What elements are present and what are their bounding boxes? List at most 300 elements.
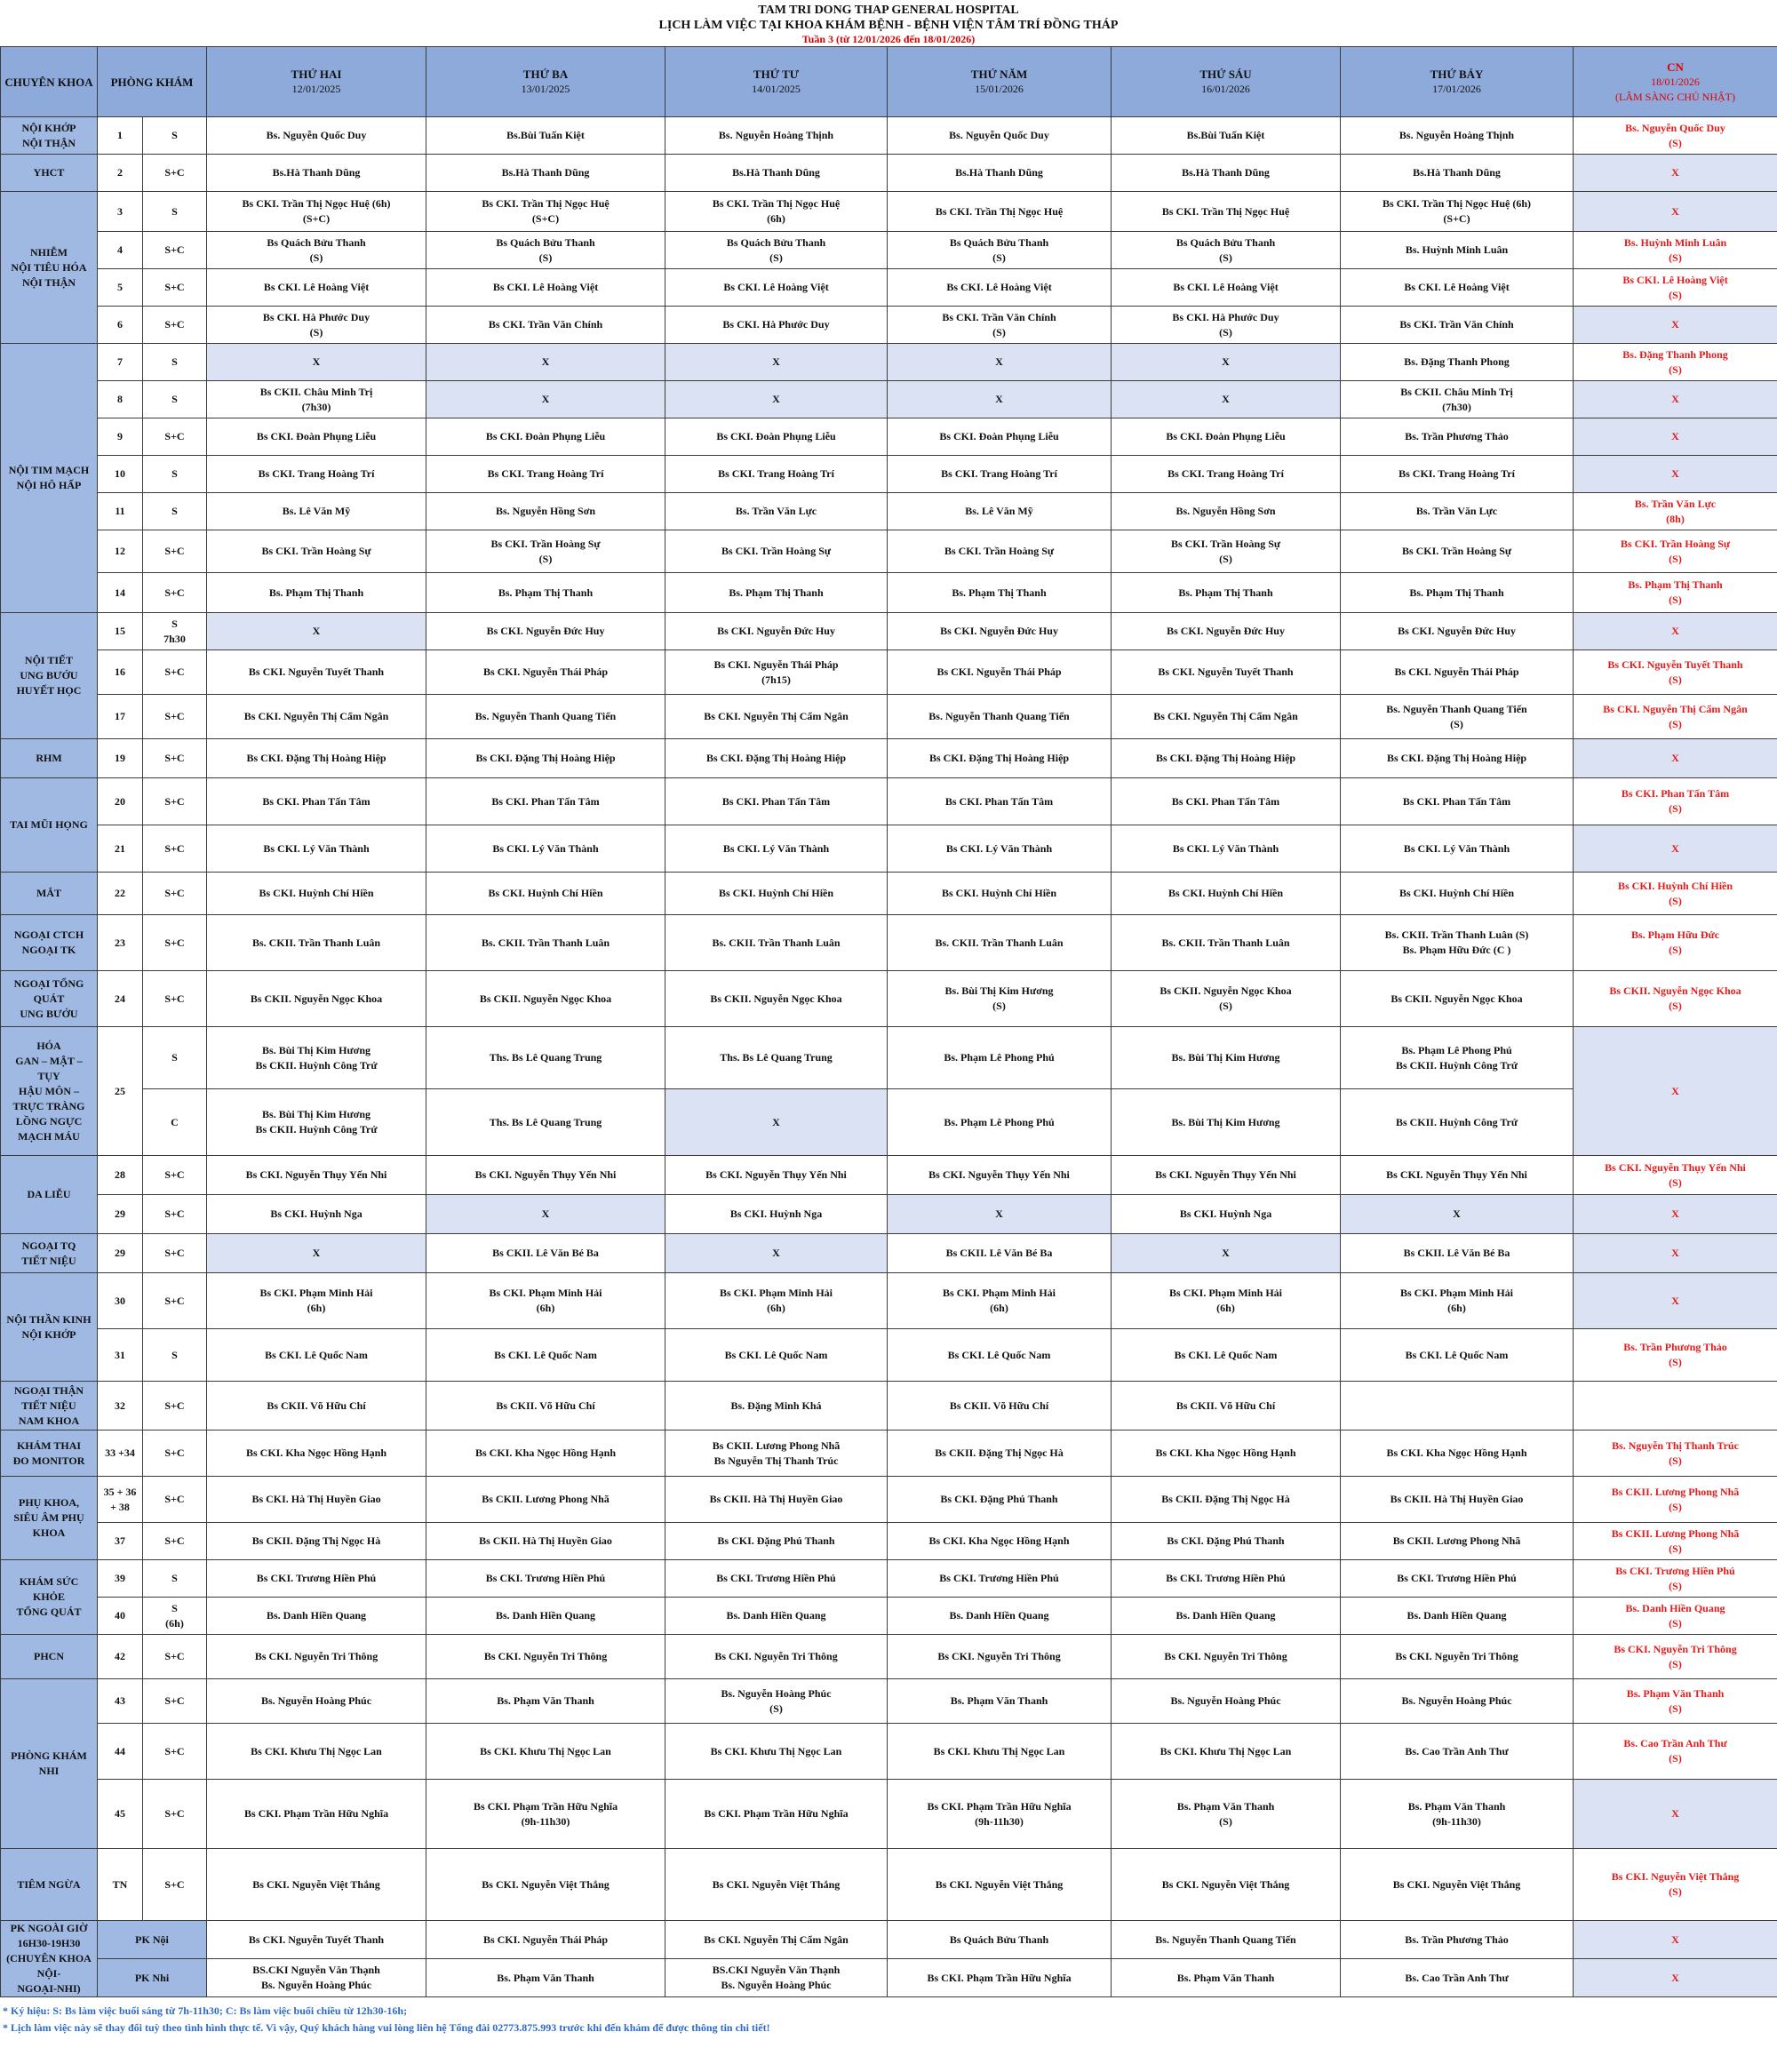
doctor-cell: Bs CKI. Phạm Trần Hữu Nghĩa: [207, 1780, 426, 1849]
doctor-cell: Bs.Bùi Tuấn Kiệt: [426, 117, 665, 155]
col-day-tue: THỨ BA 13/01/2025: [426, 47, 665, 117]
doctor-cell: X: [665, 1089, 888, 1156]
doctor-cell: Bs CKI. Nguyễn Tri Thông: [426, 1635, 665, 1679]
doctor-cell: Bs CKI. Nguyễn Tuyết Thanh: [207, 650, 426, 695]
doctor-cell: Bs CKI. Trương Hiền Phú: [1112, 1560, 1341, 1598]
table-row: [1, 1635, 1777, 1679]
doctor-cell: Bs CKI. Lê Quốc Nam: [426, 1329, 665, 1382]
doctor-cell: X: [426, 381, 665, 418]
doctor-cell: Bs. Nguyễn Quốc Duy: [207, 117, 426, 155]
table-row: [1, 873, 1777, 915]
specialty-cell: NHIỄM NỘI TIÊU HÓA NỘI THẬN: [1, 192, 98, 344]
doctor-cell: Bs CKII. Nguyễn Ngọc Khoa: [207, 971, 426, 1027]
session-cell: S+C: [143, 739, 207, 778]
doctor-cell: Bs CKI. Nguyễn Thụy Yến Nhi: [207, 1156, 426, 1195]
doctor-cell: Bs Quách Bửu Thanh (S): [1112, 232, 1341, 269]
room-number-cell: 14: [98, 573, 143, 613]
doctor-cell: Bs. Nguyễn Thanh Quang Tiến (S): [1341, 695, 1574, 739]
doctor-cell: Bs CKI. Khưu Thị Ngọc Lan: [1112, 1724, 1341, 1780]
doctor-cell: Bs. Cao Trần Anh Thư: [1341, 1959, 1574, 1997]
specialty-cell: TAI MŨI HỌNG: [1, 778, 98, 873]
doctor-cell: Bs CKI. Phạm Minh Hải (6h): [207, 1273, 426, 1329]
doctor-cell: Bs Quách Bửu Thanh (S): [426, 232, 665, 269]
doctor-cell: Bs. Nguyễn Thị Thanh Trúc (S): [1574, 1430, 1777, 1477]
doctor-cell: Bs CKII. Lê Văn Bé Ba: [1341, 1234, 1574, 1273]
doctor-cell: X: [1574, 1027, 1777, 1156]
doctor-cell: X: [1574, 381, 1777, 418]
session-cell: S+C: [143, 1477, 207, 1523]
doctor-cell: Bs CKI. Nguyễn Việt Thắng: [207, 1849, 426, 1921]
doctor-cell: Bs. Trần Văn Lực (8h): [1574, 493, 1777, 530]
doctor-cell: X: [207, 344, 426, 381]
session-cell: S+C: [143, 1273, 207, 1329]
doctor-cell: Bs CKI. Nguyễn Việt Thắng (S): [1574, 1849, 1777, 1921]
doctor-cell: Bs CKI. Đặng Phú Thanh: [888, 1477, 1112, 1523]
specialty-cell: TIÊM NGỪA: [1, 1849, 98, 1921]
doctor-cell: Bs.Hà Thanh Dũng: [888, 155, 1112, 192]
doctor-cell: Bs CKI. Phạm Minh Hải (6h): [665, 1273, 888, 1329]
doctor-cell: Bs CKI. Trần Hoàng Sự (S): [1112, 530, 1341, 573]
table-row: [1, 530, 1777, 573]
doctor-cell: Bs CKI. Lê Hoàng Việt: [1112, 269, 1341, 307]
doctor-cell: Bs CKI. Lý Văn Thành: [426, 825, 665, 873]
doctor-cell: BS.CKI Nguyễn Văn Thạnh Bs. Nguyễn Hoàng Phúc: [207, 1959, 426, 1997]
doctor-cell: Bs. Phạm Thị Thanh: [1112, 573, 1341, 613]
doctor-cell: Bs.Hà Thanh Dũng: [1112, 155, 1341, 192]
room-number-cell: 15: [98, 613, 143, 650]
doctor-cell: Bs CKI. Nguyễn Việt Thắng: [888, 1849, 1112, 1921]
table-row: [1, 1089, 1777, 1156]
doctor-cell: Bs CKI. Nguyễn Tri Thông: [1341, 1635, 1574, 1679]
session-cell: S: [143, 381, 207, 418]
session-cell: S+C: [143, 1156, 207, 1195]
table-row: [1, 1523, 1777, 1560]
doctor-cell: Bs CKI. Nguyễn Tuyết Thanh: [1112, 650, 1341, 695]
doctor-cell: Bs CKI. Trương Hiền Phú: [888, 1560, 1112, 1598]
doctor-cell: X: [426, 344, 665, 381]
doctor-cell: Bs CKII. Nguyễn Ngọc Khoa: [665, 971, 888, 1027]
doctor-cell: Bs CKI. Nguyễn Thái Pháp: [426, 650, 665, 695]
doctor-cell: Bs CKII. Hà Thị Huyền Giao: [426, 1523, 665, 1560]
doctor-cell: Bs CKI. Nguyễn Đức Huy: [665, 613, 888, 650]
doctor-cell: Bs CKI. Trần Hoàng Sự (S): [426, 530, 665, 573]
table-row: [1, 232, 1777, 269]
doctor-cell: Bs. CKII. Trần Thanh Luân (S) Bs. Phạm Hữu Đức (C ): [1341, 915, 1574, 971]
doctor-cell: Bs. Danh Hiền Quang: [426, 1598, 665, 1635]
doctor-cell: Bs CKI. Nguyễn Thái Pháp: [888, 650, 1112, 695]
doctor-cell: X: [888, 381, 1112, 418]
session-cell: S+C: [143, 1724, 207, 1780]
room-number-cell: PK Nhi: [98, 1959, 207, 1997]
doctor-cell: X: [1112, 1234, 1341, 1273]
specialty-cell: PHCN: [1, 1635, 98, 1679]
doctor-cell: Bs CKI. Trương Hiền Phú: [1341, 1560, 1574, 1598]
session-cell: S: [143, 192, 207, 232]
doctor-cell: Bs CKI. Nguyễn Thái Pháp (7h15): [665, 650, 888, 695]
doctor-cell: Bs.Hà Thanh Dũng: [1341, 155, 1574, 192]
table-row: [1, 1921, 1777, 1959]
doctor-cell: Bs Quách Bửu Thanh (S): [207, 232, 426, 269]
specialty-cell: PHÒNG KHÁM NHI: [1, 1679, 98, 1849]
doctor-cell: Bs CKI. Lý Văn Thành: [1341, 825, 1574, 873]
doctor-cell: Bs. Nguyễn Hoàng Phúc: [1112, 1679, 1341, 1724]
doctor-cell: Bs CKI. Đặng Thị Hoàng Hiệp: [888, 739, 1112, 778]
room-number-cell: 30: [98, 1273, 143, 1329]
doctor-cell: X: [1574, 1195, 1777, 1234]
doctor-cell: Bs CKI. Trang Hoàng Trí: [888, 456, 1112, 493]
doctor-cell: Bs CKI. Huỳnh Chí Hiền: [1341, 873, 1574, 915]
doctor-cell: Bs CKI. Phạm Minh Hải (6h): [888, 1273, 1112, 1329]
table-row: [1, 1679, 1777, 1724]
specialty-cell: DA LIỄU: [1, 1156, 98, 1234]
doctor-cell: X: [665, 344, 888, 381]
room-number-cell: 35 + 36 + 38: [98, 1477, 143, 1523]
doctor-cell: Bs CKI. Phạm Trần Hữu Nghĩa: [888, 1959, 1112, 1997]
doctor-cell: X: [1574, 1273, 1777, 1329]
doctor-cell: Bs CKI. Nguyễn Thị Cẩm Ngân: [665, 1921, 888, 1959]
doctor-cell: Bs. Bùi Thị Kim Hương (S): [888, 971, 1112, 1027]
doctor-cell: Bs CKI. Nguyễn Thị Cẩm Ngân: [1112, 695, 1341, 739]
doctor-cell: Bs CKI. Kha Ngọc Hồng Hạnh: [1112, 1430, 1341, 1477]
session-cell: S 7h30: [143, 613, 207, 650]
doctor-cell: Bs CKI. Nguyễn Đức Huy: [888, 613, 1112, 650]
table-row: [1, 1027, 1777, 1089]
session-cell: S+C: [143, 971, 207, 1027]
doctor-cell: Bs CKI. Nguyễn Tri Thông: [888, 1635, 1112, 1679]
doctor-cell: Bs. Trần Văn Lực: [1341, 493, 1574, 530]
table-row: [1, 778, 1777, 825]
doctor-cell: Bs CKI. Nguyễn Thụy Yến Nhi (S): [1574, 1156, 1777, 1195]
doctor-cell: Bs CKI. Huỳnh Nga: [207, 1195, 426, 1234]
session-cell: S: [143, 1560, 207, 1598]
doctor-cell: Bs CKI. Huỳnh Chí Hiền (S): [1574, 873, 1777, 915]
doctor-cell: Ths. Bs Lê Quang Trung: [426, 1089, 665, 1156]
doctor-cell: Bs CKI. Huỳnh Chí Hiền: [207, 873, 426, 915]
doctor-cell: X: [1574, 739, 1777, 778]
doctor-cell: Bs CKI. Nguyễn Việt Thắng: [1112, 1849, 1341, 1921]
specialty-cell: YHCT: [1, 155, 98, 192]
doctor-cell: Bs CKI. Huỳnh Chí Hiền: [1112, 873, 1341, 915]
room-number-cell: 39: [98, 1560, 143, 1598]
doctor-cell: X: [1574, 613, 1777, 650]
doctor-cell: Bs CKI. Phan Tấn Tâm: [665, 778, 888, 825]
doctor-cell: Bs CKI. Trương Hiền Phú: [426, 1560, 665, 1598]
specialty-cell: PHỤ KHOA, SIÊU ÂM PHỤ KHOA: [1, 1477, 98, 1560]
doctor-cell: Bs CKI. Đặng Thị Hoàng Hiệp: [1112, 739, 1341, 778]
table-row: [1, 695, 1777, 739]
session-cell: S+C: [143, 1523, 207, 1560]
doctor-cell: Bs. Nguyễn Hoàng Thịnh: [665, 117, 888, 155]
doctor-cell: [1341, 1382, 1574, 1430]
doctor-cell: Bs CKI. Nguyễn Đức Huy: [1341, 613, 1574, 650]
specialty-cell: KHÁM THAI ĐO MONITOR: [1, 1430, 98, 1477]
doctor-cell: Bs CKI. Nguyễn Thái Pháp: [1341, 650, 1574, 695]
room-number-cell: 23: [98, 915, 143, 971]
specialty-cell: NỘI KHỚP NỘI THẬN: [1, 117, 98, 155]
specialty-cell: PK NGOÀI GIỜ 16H30-19H30 (CHUYÊN KHOA NỘI- NGOẠI-NHI): [1, 1921, 98, 1997]
session-cell: S+C: [143, 873, 207, 915]
doctor-cell: Bs CKI. Trần Hoàng Sự: [207, 530, 426, 573]
col-day-fri: THỨ SÁU 16/01/2026: [1112, 47, 1341, 117]
doctor-cell: Bs. Trần Phương Thảo: [1341, 418, 1574, 456]
table-row: [1, 613, 1777, 650]
doctor-cell: Bs CKI. Nguyễn Thụy Yến Nhi: [665, 1156, 888, 1195]
table-row: [1, 573, 1777, 613]
table-row: [1, 825, 1777, 873]
doctor-cell: Bs. Nguyễn Hoàng Phúc: [207, 1679, 426, 1724]
doctor-cell: Bs CKI. Phan Tấn Tâm: [426, 778, 665, 825]
doctor-cell: Bs. Cao Trần Anh Thư (S): [1574, 1724, 1777, 1780]
table-row: [1, 1156, 1777, 1195]
doctor-cell: Ths. Bs Lê Quang Trung: [665, 1027, 888, 1089]
doctor-cell: Bs. Danh Hiền Quang: [1112, 1598, 1341, 1635]
doctor-cell: Bs. Nguyễn Hoàng Phúc (S): [665, 1679, 888, 1724]
doctor-cell: X: [1341, 1195, 1574, 1234]
doctor-cell: Bs CKII. Lương Phong Nhã: [1341, 1523, 1574, 1560]
table-row: [1, 381, 1777, 418]
table-row: [1, 1430, 1777, 1477]
doctor-cell: Bs. Phạm Văn Thanh: [888, 1679, 1112, 1724]
doctor-cell: Bs. Phạm Thị Thanh (S): [1574, 573, 1777, 613]
col-day-wed: THỨ TƯ 14/01/2025: [665, 47, 888, 117]
doctor-cell: Bs CKII. Lương Phong Nhã (S): [1574, 1523, 1777, 1560]
doctor-cell: Bs. Bùi Thị Kim Hương: [1112, 1027, 1341, 1089]
doctor-cell: Bs CKI. Nguyễn Việt Thắng: [665, 1849, 888, 1921]
doctor-cell: Bs CKI. Đoàn Phụng Liễu: [207, 418, 426, 456]
doctor-cell: Bs CKI. Nguyễn Thái Pháp: [426, 1921, 665, 1959]
room-number-cell: 1: [98, 117, 143, 155]
doctor-cell: Bs CKI. Đặng Thị Hoàng Hiệp: [1341, 739, 1574, 778]
room-number-cell: 25: [98, 1027, 143, 1156]
doctor-cell: Bs CKI. Lê Hoàng Việt: [1341, 269, 1574, 307]
session-cell: S+C: [143, 1849, 207, 1921]
doctor-cell: Bs CKI. Huỳnh Nga: [1112, 1195, 1341, 1234]
room-number-cell: 37: [98, 1523, 143, 1560]
doctor-cell: X: [665, 1234, 888, 1273]
session-cell: S: [143, 493, 207, 530]
hospital-name: TAM TRI DONG THAP GENERAL HOSPITAL: [758, 4, 1019, 17]
doctor-cell: Bs CKI. Trần Hoàng Sự: [1341, 530, 1574, 573]
doctor-cell: Bs CKI. Trần Văn Chính: [426, 307, 665, 344]
table-row: [1, 971, 1777, 1027]
doctor-cell: Bs CKI. Lý Văn Thành: [1112, 825, 1341, 873]
table-row: [1, 269, 1777, 307]
doctor-cell: BS.CKI Nguyễn Văn Thạnh Bs. Nguyễn Hoàng Phúc: [665, 1959, 888, 1997]
session-cell: S+C: [143, 1635, 207, 1679]
doctor-cell: Bs CKII. Võ Hữu Chí: [207, 1382, 426, 1430]
table-row: [1, 1477, 1777, 1523]
doctor-cell: Bs CKI. Huỳnh Chí Hiền: [888, 873, 1112, 915]
doctor-cell: Bs. Phạm Thị Thanh: [426, 573, 665, 613]
doctor-cell: [1574, 1382, 1777, 1430]
doctor-cell: X: [1112, 381, 1341, 418]
doctor-cell: Bs CKI. Hà Thị Huyền Giao: [207, 1477, 426, 1523]
doctor-cell: Bs CKI. Phan Tấn Tâm: [888, 778, 1112, 825]
table-row: [1, 1780, 1777, 1849]
doctor-cell: Bs CKI. Kha Ngọc Hồng Hạnh: [207, 1430, 426, 1477]
doctor-cell: Bs CKI. Nguyễn Tuyết Thanh (S): [1574, 650, 1777, 695]
doctor-cell: Bs. CKII. Trần Thanh Luân: [207, 915, 426, 971]
doctor-cell: Bs CKII. Lương Phong Nhã: [426, 1477, 665, 1523]
doctor-cell: Bs CKI. Phan Tấn Tâm (S): [1574, 778, 1777, 825]
room-number-cell: 7: [98, 344, 143, 381]
doctor-cell: Bs CKI. Hà Phước Duy (S): [1112, 307, 1341, 344]
table-row: [1, 1560, 1777, 1598]
doctor-cell: X: [426, 1195, 665, 1234]
doctor-cell: Bs CKII. Nguyễn Ngọc Khoa: [426, 971, 665, 1027]
doctor-cell: Bs. Phạm Văn Thanh: [426, 1959, 665, 1997]
room-number-cell: 29: [98, 1195, 143, 1234]
doctor-cell: Bs CKI. Trang Hoàng Trí: [426, 456, 665, 493]
doctor-cell: Ths. Bs Lê Quang Trung: [426, 1027, 665, 1089]
session-cell: S+C: [143, 530, 207, 573]
specialty-cell: MẮT: [1, 873, 98, 915]
room-number-cell: 45: [98, 1780, 143, 1849]
specialty-cell: KHÁM SỨC KHỎE TỔNG QUÁT: [1, 1560, 98, 1635]
session-cell: S+C: [143, 650, 207, 695]
doctor-cell: Bs CKI. Lê Quốc Nam: [665, 1329, 888, 1382]
doctor-cell: X: [888, 1195, 1112, 1234]
doctor-cell: Bs CKI. Lê Hoàng Việt (S): [1574, 269, 1777, 307]
doctor-cell: Bs CKI. Lý Văn Thành: [888, 825, 1112, 873]
doctor-cell: X: [888, 344, 1112, 381]
doctor-cell: Bs. Phạm Văn Thanh (S): [1574, 1679, 1777, 1724]
room-number-cell: TN: [98, 1849, 143, 1921]
table-row: [1, 1598, 1777, 1635]
doctor-cell: X: [1574, 418, 1777, 456]
doctor-cell: Bs. Nguyễn Hoàng Phúc: [1341, 1679, 1574, 1724]
room-number-cell: 40: [98, 1598, 143, 1635]
doctor-cell: Bs. Trần Phương Thảo (S): [1574, 1329, 1777, 1382]
table-row: [1, 155, 1777, 192]
doctor-cell: Bs CKI. Nguyễn Thụy Yến Nhi: [1112, 1156, 1341, 1195]
doctor-cell: Bs. Phạm Văn Thanh: [1112, 1959, 1341, 1997]
doctor-cell: Bs. Nguyễn Quốc Duy (S): [1574, 117, 1777, 155]
specialty-cell: NGOẠI CTCH NGOẠI TK: [1, 915, 98, 971]
session-cell: S+C: [143, 825, 207, 873]
col-day-thu: THỨ NĂM 15/01/2026: [888, 47, 1112, 117]
doctor-cell: Bs. Đặng Minh Khá: [665, 1382, 888, 1430]
doctor-cell: Bs CKI. Nguyễn Tri Thông: [665, 1635, 888, 1679]
doctor-cell: Bs CKI. Khưu Thị Ngọc Lan: [207, 1724, 426, 1780]
doctor-cell: Bs CKI. Đoàn Phụng Liễu: [665, 418, 888, 456]
doctor-cell: Bs. Danh Hiền Quang: [207, 1598, 426, 1635]
doctor-cell: Bs CKI. Đặng Thị Hoàng Hiệp: [665, 739, 888, 778]
doctor-cell: Bs. Phạm Thị Thanh: [888, 573, 1112, 613]
doctor-cell: Bs. Phạm Văn Thanh (9h-11h30): [1341, 1780, 1574, 1849]
doctor-cell: Bs CKI. Hà Phước Duy (S): [207, 307, 426, 344]
doctor-cell: Bs CKI. Trần Thị Ngọc Huệ: [1112, 192, 1341, 232]
doctor-cell: Bs CKI. Nguyễn Tri Thông (S): [1574, 1635, 1777, 1679]
doctor-cell: X: [665, 381, 888, 418]
session-cell: S+C: [143, 1234, 207, 1273]
doctor-cell: Bs CKI. Hà Phước Duy: [665, 307, 888, 344]
session-cell: S+C: [143, 269, 207, 307]
room-number-cell: 20: [98, 778, 143, 825]
doctor-cell: Bs CKI. Phạm Trần Hữu Nghĩa (9h-11h30): [888, 1780, 1112, 1849]
doctor-cell: Bs CKI. Trang Hoàng Trí: [665, 456, 888, 493]
doctor-cell: Bs CKII. Hà Thị Huyền Giao: [665, 1477, 888, 1523]
room-number-cell: 6: [98, 307, 143, 344]
session-cell: S: [143, 1027, 207, 1089]
doctor-cell: Bs.Hà Thanh Dũng: [665, 155, 888, 192]
doctor-cell: Bs CKI. Nguyễn Thị Cẩm Ngân: [665, 695, 888, 739]
doctor-cell: Bs. Lê Văn Mỹ: [888, 493, 1112, 530]
doctor-cell: Bs CKI. Phạm Minh Hải (6h): [1341, 1273, 1574, 1329]
doctor-cell: Bs. Nguyễn Quốc Duy: [888, 117, 1112, 155]
doctor-cell: Bs CKI. Phạm Minh Hải (6h): [426, 1273, 665, 1329]
table-row: [1, 915, 1777, 971]
specialty-cell: NGOẠI TỔNG QUÁT UNG BƯỚU: [1, 971, 98, 1027]
room-number-cell: 22: [98, 873, 143, 915]
doctor-cell: Bs. Bùi Thị Kim Hương Bs CKII. Huỳnh Công Trứ: [207, 1089, 426, 1156]
doctor-cell: X: [1574, 1921, 1777, 1959]
doctor-cell: Bs CKII. Nguyễn Ngọc Khoa: [1341, 971, 1574, 1027]
doctor-cell: Bs CKI. Kha Ngọc Hồng Hạnh: [426, 1430, 665, 1477]
doctor-cell: Bs CKI. Nguyễn Tuyết Thanh: [207, 1921, 426, 1959]
specialty-cell: NỘI TIM MẠCH NỘI HÔ HẤP: [1, 344, 98, 613]
doctor-cell: Bs CKI. Trần Hoàng Sự: [665, 530, 888, 573]
col-room: PHÒNG KHÁM: [98, 47, 207, 117]
doctor-cell: Bs CKI. Đặng Thị Hoàng Hiệp: [207, 739, 426, 778]
table-row: [1, 192, 1777, 232]
column-header-row: [1, 47, 1777, 117]
doctor-cell: Bs. CKII. Trần Thanh Luân: [1112, 915, 1341, 971]
session-cell: S+C: [143, 915, 207, 971]
doctor-cell: Bs. Danh Hiền Quang (S): [1574, 1598, 1777, 1635]
room-number-cell: 5: [98, 269, 143, 307]
doctor-cell: X: [1574, 155, 1777, 192]
doctor-cell: Bs Quách Bửu Thanh: [888, 1921, 1112, 1959]
session-cell: S+C: [143, 1780, 207, 1849]
doctor-cell: Bs CKI. Lê Hoàng Việt: [888, 269, 1112, 307]
table-row: [1, 117, 1777, 155]
doctor-cell: Bs CKII. Võ Hữu Chí: [1112, 1382, 1341, 1430]
doctor-cell: X: [1574, 825, 1777, 873]
doctor-cell: Bs. Trần Văn Lực: [665, 493, 888, 530]
doctor-cell: Bs CKI. Khưu Thị Ngọc Lan: [665, 1724, 888, 1780]
room-number-cell: 11: [98, 493, 143, 530]
room-number-cell: 17: [98, 695, 143, 739]
room-number-cell: PK Nội: [98, 1921, 207, 1959]
doctor-cell: Bs CKI. Nguyễn Thị Cẩm Ngân (S): [1574, 695, 1777, 739]
session-cell: S+C: [143, 307, 207, 344]
col-day-mon: THỨ HAI 12/01/2025: [207, 47, 426, 117]
schedule-table: [0, 46, 1777, 1997]
doctor-cell: Bs CKI. Nguyễn Việt Thắng: [1341, 1849, 1574, 1921]
doctor-cell: Bs CKI. Nguyễn Tri Thông: [1112, 1635, 1341, 1679]
doctor-cell: Bs CKII. Võ Hữu Chí: [426, 1382, 665, 1430]
table-row: [1, 456, 1777, 493]
doctor-cell: Bs. Phạm Lê Phong Phú: [888, 1027, 1112, 1089]
doctor-cell: Bs Quách Bửu Thanh (S): [888, 232, 1112, 269]
table-row: [1, 307, 1777, 344]
session-cell: S+C: [143, 1382, 207, 1430]
doctor-cell: Bs CKI. Trần Văn Chính: [1341, 307, 1574, 344]
doctor-cell: Bs CKI. Phạm Trần Hữu Nghĩa (9h-11h30): [426, 1780, 665, 1849]
room-number-cell: 16: [98, 650, 143, 695]
doctor-cell: Bs.Hà Thanh Dũng: [426, 155, 665, 192]
doctor-cell: Bs CKI. Phạm Trần Hữu Nghĩa: [665, 1780, 888, 1849]
doctor-cell: Bs CKI. Lý Văn Thành: [207, 825, 426, 873]
doctor-cell: Bs CKII. Nguyễn Ngọc Khoa (S): [1574, 971, 1777, 1027]
doctor-cell: Bs CKI. Trần Thị Ngọc Huệ: [888, 192, 1112, 232]
session-cell: S+C: [143, 155, 207, 192]
table-row: [1, 1195, 1777, 1234]
doctor-cell: Bs CKI. Huỳnh Nga: [665, 1195, 888, 1234]
doctor-cell: Bs CKI. Huỳnh Chí Hiền: [426, 873, 665, 915]
table-row: [1, 1724, 1777, 1780]
